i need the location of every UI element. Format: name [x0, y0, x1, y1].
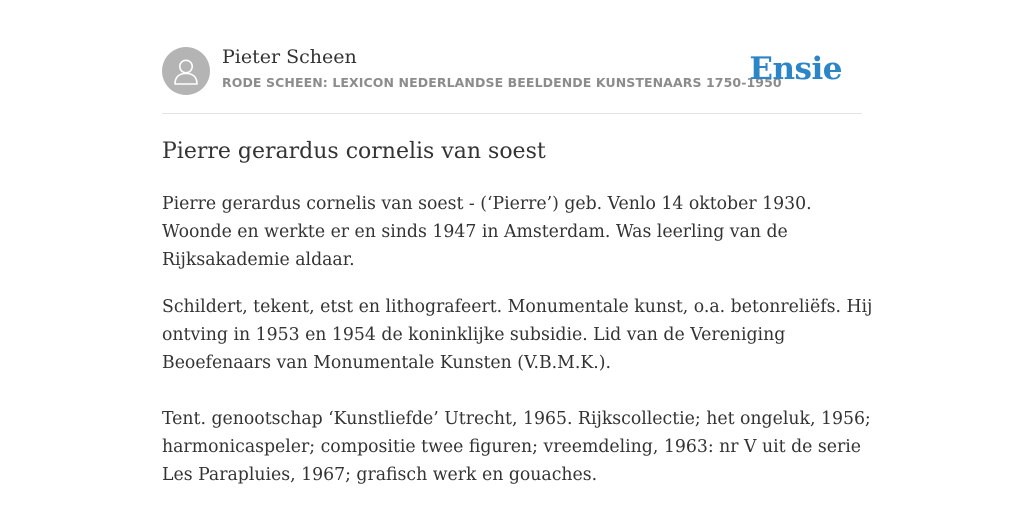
paragraph-line: Rijksakademie aldaar. [162, 250, 355, 270]
paragraph-line: Schildert, tekent, etst en lithografeert. Monumentale kunst, o.a. betonreliëfs. Hij [162, 297, 873, 317]
paragraph-line: Woonde en werkte er en sinds 1947 in Amsterdam. Was leerling van de [162, 222, 788, 242]
paragraph-line: Tent. genootschap ‘Kunstliefde’ Utrecht, 1965. Rijkscollectie; het ongeluk, 1956; [162, 409, 871, 429]
article-header [162, 0, 862, 114]
article-paragraph-1 [162, 190, 862, 274]
article-paragraph-3 [162, 405, 871, 489]
source-title[interactable]: RODE SCHEEN: LEXICON NEDERLANDSE BEELDENDE KUNSTENAARS 1750-1950 [222, 75, 782, 90]
ensie-logo[interactable]: Ensie [749, 51, 842, 87]
user-icon [162, 47, 210, 95]
paragraph-line: Pierre gerardus cornelis van soest - (‘Pierre’) geb. Venlo 14 oktober 1930. [162, 194, 812, 214]
article-title: Pierre gerardus cornelis van soest [162, 139, 546, 164]
paragraph-line: harmonicaspeler; compositie twee figuren; vreemdeling, 1963: nr V uit de serie [162, 437, 861, 457]
paragraph-line: ontving in 1953 en 1954 de koninklijke subsidie. Lid van de Vereniging [162, 325, 786, 345]
article-paragraph-2 [162, 293, 873, 377]
main-content [162, 0, 873, 485]
author-avatar[interactable] [162, 47, 210, 95]
paragraph-line: Les Parapluies, 1967; grafisch werk en gouaches. [162, 465, 598, 485]
author-name[interactable]: Pieter Scheen [222, 46, 357, 68]
paragraph-line: Beoefenaars van Monumentale Kunsten (V.B.M.K.). [162, 353, 611, 373]
